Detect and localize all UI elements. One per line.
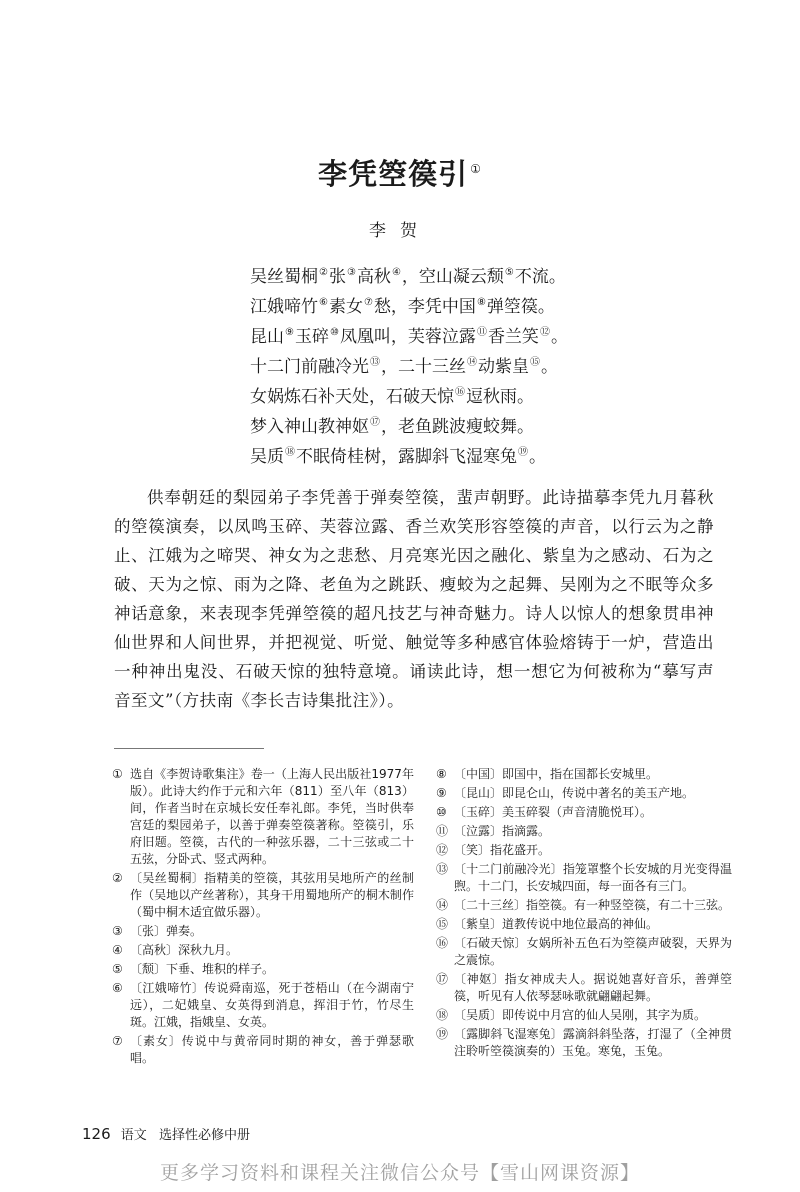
footnote-number: ⑰ [436,972,449,986]
footnote-mark: ⑫ [539,327,550,338]
footnote-text: 〔紫皇〕道教传说中地位最高的神仙。 [454,917,659,931]
footnote-number: ⑥ [112,981,123,995]
footnote-mark: ③ [346,267,356,278]
footnote-mark: ⑱ [285,447,295,458]
poem-text: 香兰笑 [487,327,539,347]
poem-line [250,292,670,322]
watermark-text: 更多学习资料和课程关注微信公众号【雪山网课资源】 [159,1162,640,1184]
poem-text: ，二十三丝 [381,357,466,377]
poem-text: ，空山凝云颓 [401,267,504,287]
footnote-number: ① [112,767,123,781]
footnote-text: 〔笑〕指花盛开。 [454,843,551,857]
poem-text: 弹箜篌。 [486,297,555,317]
poem-text: 梦入神山教神妪 [250,417,369,437]
footnote-text: 〔素女〕传说中与黄帝同时期的神女，善于弹瑟歌唱。 [130,1034,414,1065]
poem-text: 。 [550,327,568,347]
footnote-divider [114,748,264,749]
poem-text: 动紫皇 [478,357,529,377]
footnotes-right-column [436,766,732,1062]
footer-book: 选择性必修中册 [158,1128,250,1143]
footnote-mark: ⑯ [455,387,465,398]
poem-text: 高秋 [356,267,391,287]
footnote-mark: ⑦ [363,297,373,308]
footnote-text: 〔吴丝蜀桐〕指精美的箜篌，其弦用吴地所产的丝制作（吴地以产丝著称），其身干用蜀地所产的桐木制作（蜀中桐木适宜做乐器）。 [130,871,414,919]
footnote-number: ⑲ [436,1027,449,1041]
footnote [436,897,732,914]
poem-line [250,412,670,442]
footnote-mark: ⑲ [518,447,528,458]
footnote-number: ⑱ [436,1008,449,1022]
footnote-text: 〔吴质〕即传说中月宫的仙人吴刚，其字为质。 [454,1008,707,1022]
footnote-number: ⑪ [436,824,449,838]
footnote-mark: ⑥ [319,297,328,308]
footnote-mark: ④ [391,267,401,278]
footnote-text: 〔昆山〕即昆仑山，传说中著名的美玉产地。 [454,786,695,800]
footnote-mark: ⑩ [329,327,339,338]
footnote-mark: ⑪ [476,327,487,338]
footnote-mark: ⑮ [530,357,540,368]
poem-text: 不流。 [514,267,566,287]
poem-text: 十二门前融冷光 [250,357,369,377]
footnote [436,971,732,1005]
footnote-mark: ⑧ [476,297,486,308]
footnote [112,766,414,868]
footnote-text: 〔露脚斜飞湿寒兔〕露滴斜斜坠落，打湿了（全神贯注聆听箜篌演奏的）玉兔。寒兔，玉兔。 [454,1027,732,1058]
footnote [436,842,732,859]
footnote-mark: ② [319,267,328,278]
footnote [112,1033,414,1067]
footnote-text: 〔神妪〕指女神成夫人。据说她喜好音乐，善弹箜篌，听见有人依琴瑟咏歌就翩翩起舞。 [454,972,732,1003]
footnote-number: ⑯ [436,936,449,950]
footnote-number: ⑭ [436,898,449,912]
footnote-text: 〔二十三丝〕指箜篌。有一种竖箜篌，有二十三弦。 [454,898,731,912]
footnote-mark: ⑰ [370,417,380,428]
poem-line [250,382,670,412]
footnote [436,766,732,783]
footnote [112,942,414,959]
footnote [436,861,732,895]
poem-text: 。 [529,447,546,467]
footnote [436,823,732,840]
footnote [112,961,414,978]
footnote-text: 〔张〕弹奏。 [130,924,203,938]
poem-text: 玉碎 [294,327,329,347]
footnote-text: 选自《李贺诗歌集注》卷一（上海人民出版社1977年版）。此诗大约作于元和六年（811）至八年（813）间，作者当时在京城长安任奉礼郎。李凭，当时供奉宫廷的梨园弟子，以善于弹奏箜篌著称。箜篌引，乐府旧题。箜篌，古代的一种弦乐器，二十三弦或二十五弦，分卧式、竖式两种。 [130,767,414,866]
poem-text: 愁，李凭中国 [373,297,476,317]
poem-line [250,352,670,382]
poem-line [250,442,670,472]
poem-text: 素女 [328,297,363,317]
poem-line [250,262,670,292]
footnote-number: ⑤ [112,962,123,976]
poem-text: ，老鱼跳波瘦蛟舞。 [381,417,534,437]
footnote [436,1026,732,1060]
footnotes-left-column [112,766,414,1069]
footnote [112,980,414,1031]
footnote-text: 〔江娥啼竹〕传说舜南巡，死于苍梧山（在今湖南宁远），二妃娥皇、女英得到消息，挥泪于竹，竹尽生斑。江娥，指娥皇、女英。 [130,981,414,1029]
poem-text: 张 [328,267,346,287]
poem-text: 昆山 [250,327,284,347]
poem-text: 吴丝蜀桐 [250,267,318,287]
intro-paragraph: 供奉朝廷的梨园弟子李凭善于弹奏箜篌，蜚声朝野。此诗描摹李凭九月暮秋的箜篌演奏，以凤鸣玉碎、芙蓉泣露、香兰欢笑形容箜篌的声音，以行云为之静止、江娥为之啼哭、神女为之悲愁、月亮寒光因之融化、紫皇为之感动、石为之破、天为之惊、雨为之降、老鱼为之跳跃、瘦蛟为之起舞、吴刚为之不眠等众多神话意象，来表现李凭弹箜篌的超凡技艺与神奇魅力。诗人以惊人的想象贯串神仙世界和人间世界，并把视觉、听觉、触觉等多种感官体验熔铸于一炉，营造出一种神出鬼没、石破天惊的独特意境。诵读此诗，想一想它为何被称为“摹写声音至文”（方扶南《李长吉诗集批注》）。 [114,488,714,710]
footnote-number: ⑦ [112,1034,123,1048]
footnote-number: ⑧ [436,767,447,781]
footnote-number: ⑮ [436,917,449,931]
footnote [436,916,732,933]
footnote-text: 〔颓〕下垂、堆积的样子。 [130,962,275,976]
poem-text: 吴质 [250,447,284,467]
footnote-text: 〔泣露〕指滴露。 [454,824,551,838]
footnote-number: ② [112,871,123,885]
poem-text: 凤凰叫，芙蓉泣露 [339,327,476,347]
footnote-text: 〔中国〕即国中，指在国都长安城里。 [454,767,659,781]
footnote-number: ③ [112,924,123,938]
poem-text: 。 [541,357,558,377]
footnote [436,804,732,821]
footnote-text: 〔高秋〕深秋九月。 [130,943,239,957]
footnote [112,870,414,921]
footnote-mark: ⑭ [467,357,477,368]
footnote-text: 〔玉碎〕美玉碎裂（声音清脆悦耳）。 [454,805,653,819]
footnote-number: ⑩ [436,805,447,819]
footnote-number: ④ [112,943,123,957]
footnote [436,1007,732,1024]
footnote-mark: ⑨ [285,327,294,338]
footnote-mark: ⑤ [504,267,514,278]
title-note-mark: ① [470,162,482,177]
poem-author: 李贺 [369,221,431,241]
footnote [112,923,414,940]
poem-text: 不眠倚桂树，露脚斜飞湿寒兔 [296,447,517,467]
footnote-text: 〔十二门前融冷光〕指笼罩整个长安城的月光变得温煦。十二门，长安城四面，每一面各有三门。 [454,862,732,893]
footnote-mark: ⑬ [370,357,380,368]
footnote-text: 〔石破天惊〕女娲所补五色石为箜篌声破裂，天界为之震惊。 [454,936,732,967]
poem-body [250,262,670,472]
footnote [436,935,732,969]
footnote [436,785,732,802]
footnote-number: ⑬ [436,862,449,876]
poem-text: 江娥啼竹 [250,297,318,317]
footnote-number: ⑨ [436,786,447,800]
page-number: 126 [82,1125,111,1143]
poem-line [250,322,670,352]
footer-subject: 语文 [120,1128,147,1143]
poem-text: 逗秋雨。 [466,387,534,407]
poem-text: 女娲炼石补天处，石破天惊 [250,387,454,407]
footnote-number: ⑫ [436,843,449,857]
page-footer [82,1124,250,1143]
poem-title: 李凭箜篌引 ① [318,157,482,191]
